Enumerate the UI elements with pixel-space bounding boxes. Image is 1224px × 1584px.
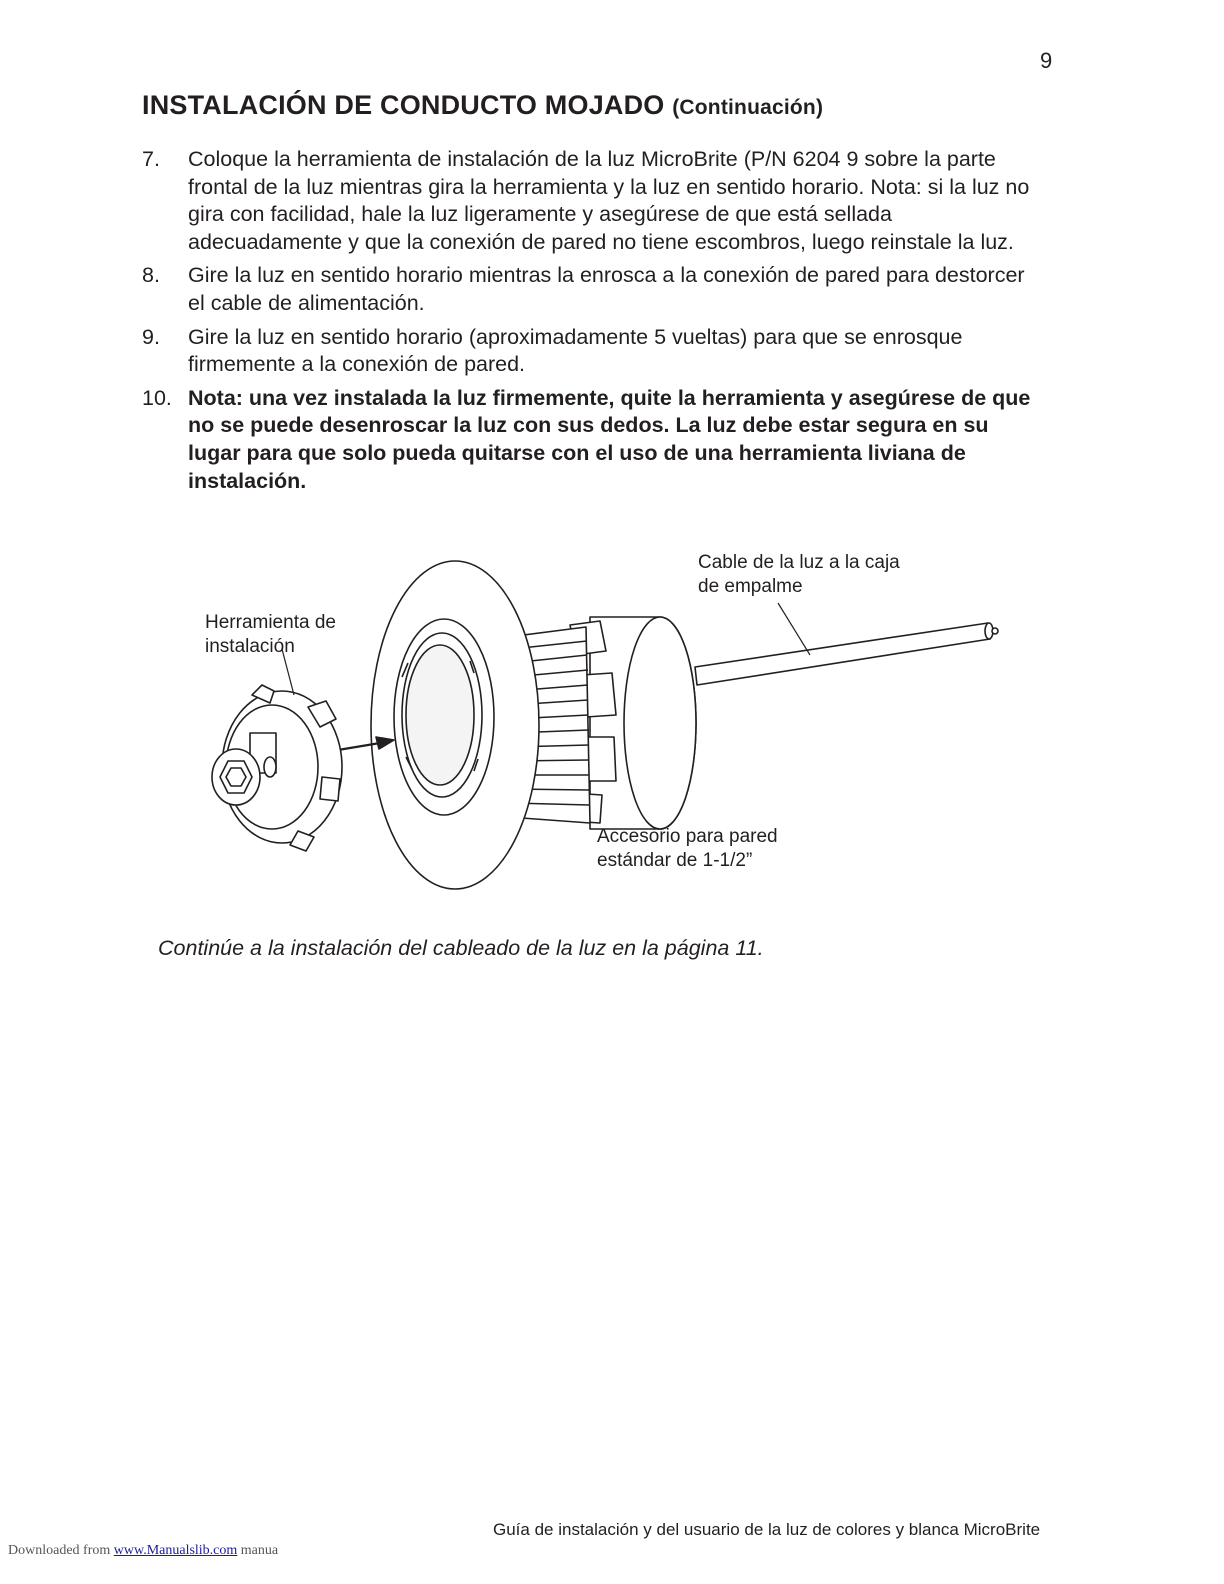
- cable-callout-line1: Cable de la luz a la caja: [698, 552, 900, 573]
- tool-callout-line1: Herramienta de: [205, 612, 336, 633]
- download-prefix: Downloaded from: [8, 1543, 111, 1558]
- cable-callout: [698, 551, 900, 599]
- step-text: Gire la luz en sentido horario (aproximadamente 5 vueltas) para que se enrosque firmemente a la conexión de pared.: [188, 324, 963, 377]
- step-number: 7.: [142, 147, 160, 171]
- light-face-flange: [371, 561, 539, 889]
- step-text: Gire la luz en sentido horario mientras la enrosca a la conexión de pared para destorcer el cable de alimentación.: [188, 263, 1025, 315]
- download-suffix: manua: [240, 1543, 279, 1558]
- page-number: 9: [1040, 48, 1053, 73]
- step-text-bold-note: Nota: una vez instalada la luz firmemente, quite la herramienta y asegúrese de que no se puede desenroscar la luz con sus dedos. La luz debe estar segura en su lugar para que solo pueda quitarse con el uso de una herramienta liviana de instalación.: [188, 385, 1031, 493]
- power-cable: [695, 623, 998, 685]
- step-number: 10.: [142, 385, 172, 410]
- instruction-steps: [142, 146, 1042, 501]
- fitting-callout-line2: estándar de 1-1/2”: [597, 850, 753, 871]
- heading-main: INSTALACIÓN DE CONDUCTO MOJADO: [142, 90, 665, 120]
- step-number: 9.: [142, 324, 160, 349]
- step-number: 8.: [142, 263, 160, 288]
- step-8: [142, 262, 1042, 317]
- step-7: [142, 146, 1042, 256]
- continue-note: Continúe a la instalación del cableado de la luz en la página 11.: [158, 936, 764, 960]
- download-source: [8, 1543, 278, 1559]
- step-9: [142, 324, 1042, 379]
- fitting-callout-line1: Accesorio para pared: [597, 826, 778, 847]
- fitting-callout: [597, 825, 778, 873]
- footer-guide-title: Guía de instalación y del usuario de la luz de colores y blanca MicroBrite: [493, 1520, 1041, 1539]
- step-10: [142, 385, 1042, 495]
- cable-leader-line: [778, 603, 810, 655]
- tool-callout-line2: instalación: [205, 636, 295, 657]
- manualslib-link[interactable]: www.Manualslib.com: [113, 1543, 238, 1558]
- heading-sub: (Continuación): [672, 96, 824, 119]
- tool-callout: [205, 611, 336, 659]
- installation-illustration: [190, 545, 1020, 905]
- installation-tool: [212, 685, 342, 851]
- page-title: [142, 90, 823, 121]
- step-text: Coloque la herramienta de instalación de la luz MicroBrite (P/N 6204 9 sobre la parte frontal de la luz mientras gira la herramienta y la luz en sentido horario. Nota: si la luz no gira con facilidad, hale la luz ligeramente y asegúrese de que está sellada adecuadamente y que la conexión de pared no tiene escombros, luego reinstale la luz.: [188, 147, 1030, 254]
- cable-callout-line2: de empalme: [698, 576, 803, 597]
